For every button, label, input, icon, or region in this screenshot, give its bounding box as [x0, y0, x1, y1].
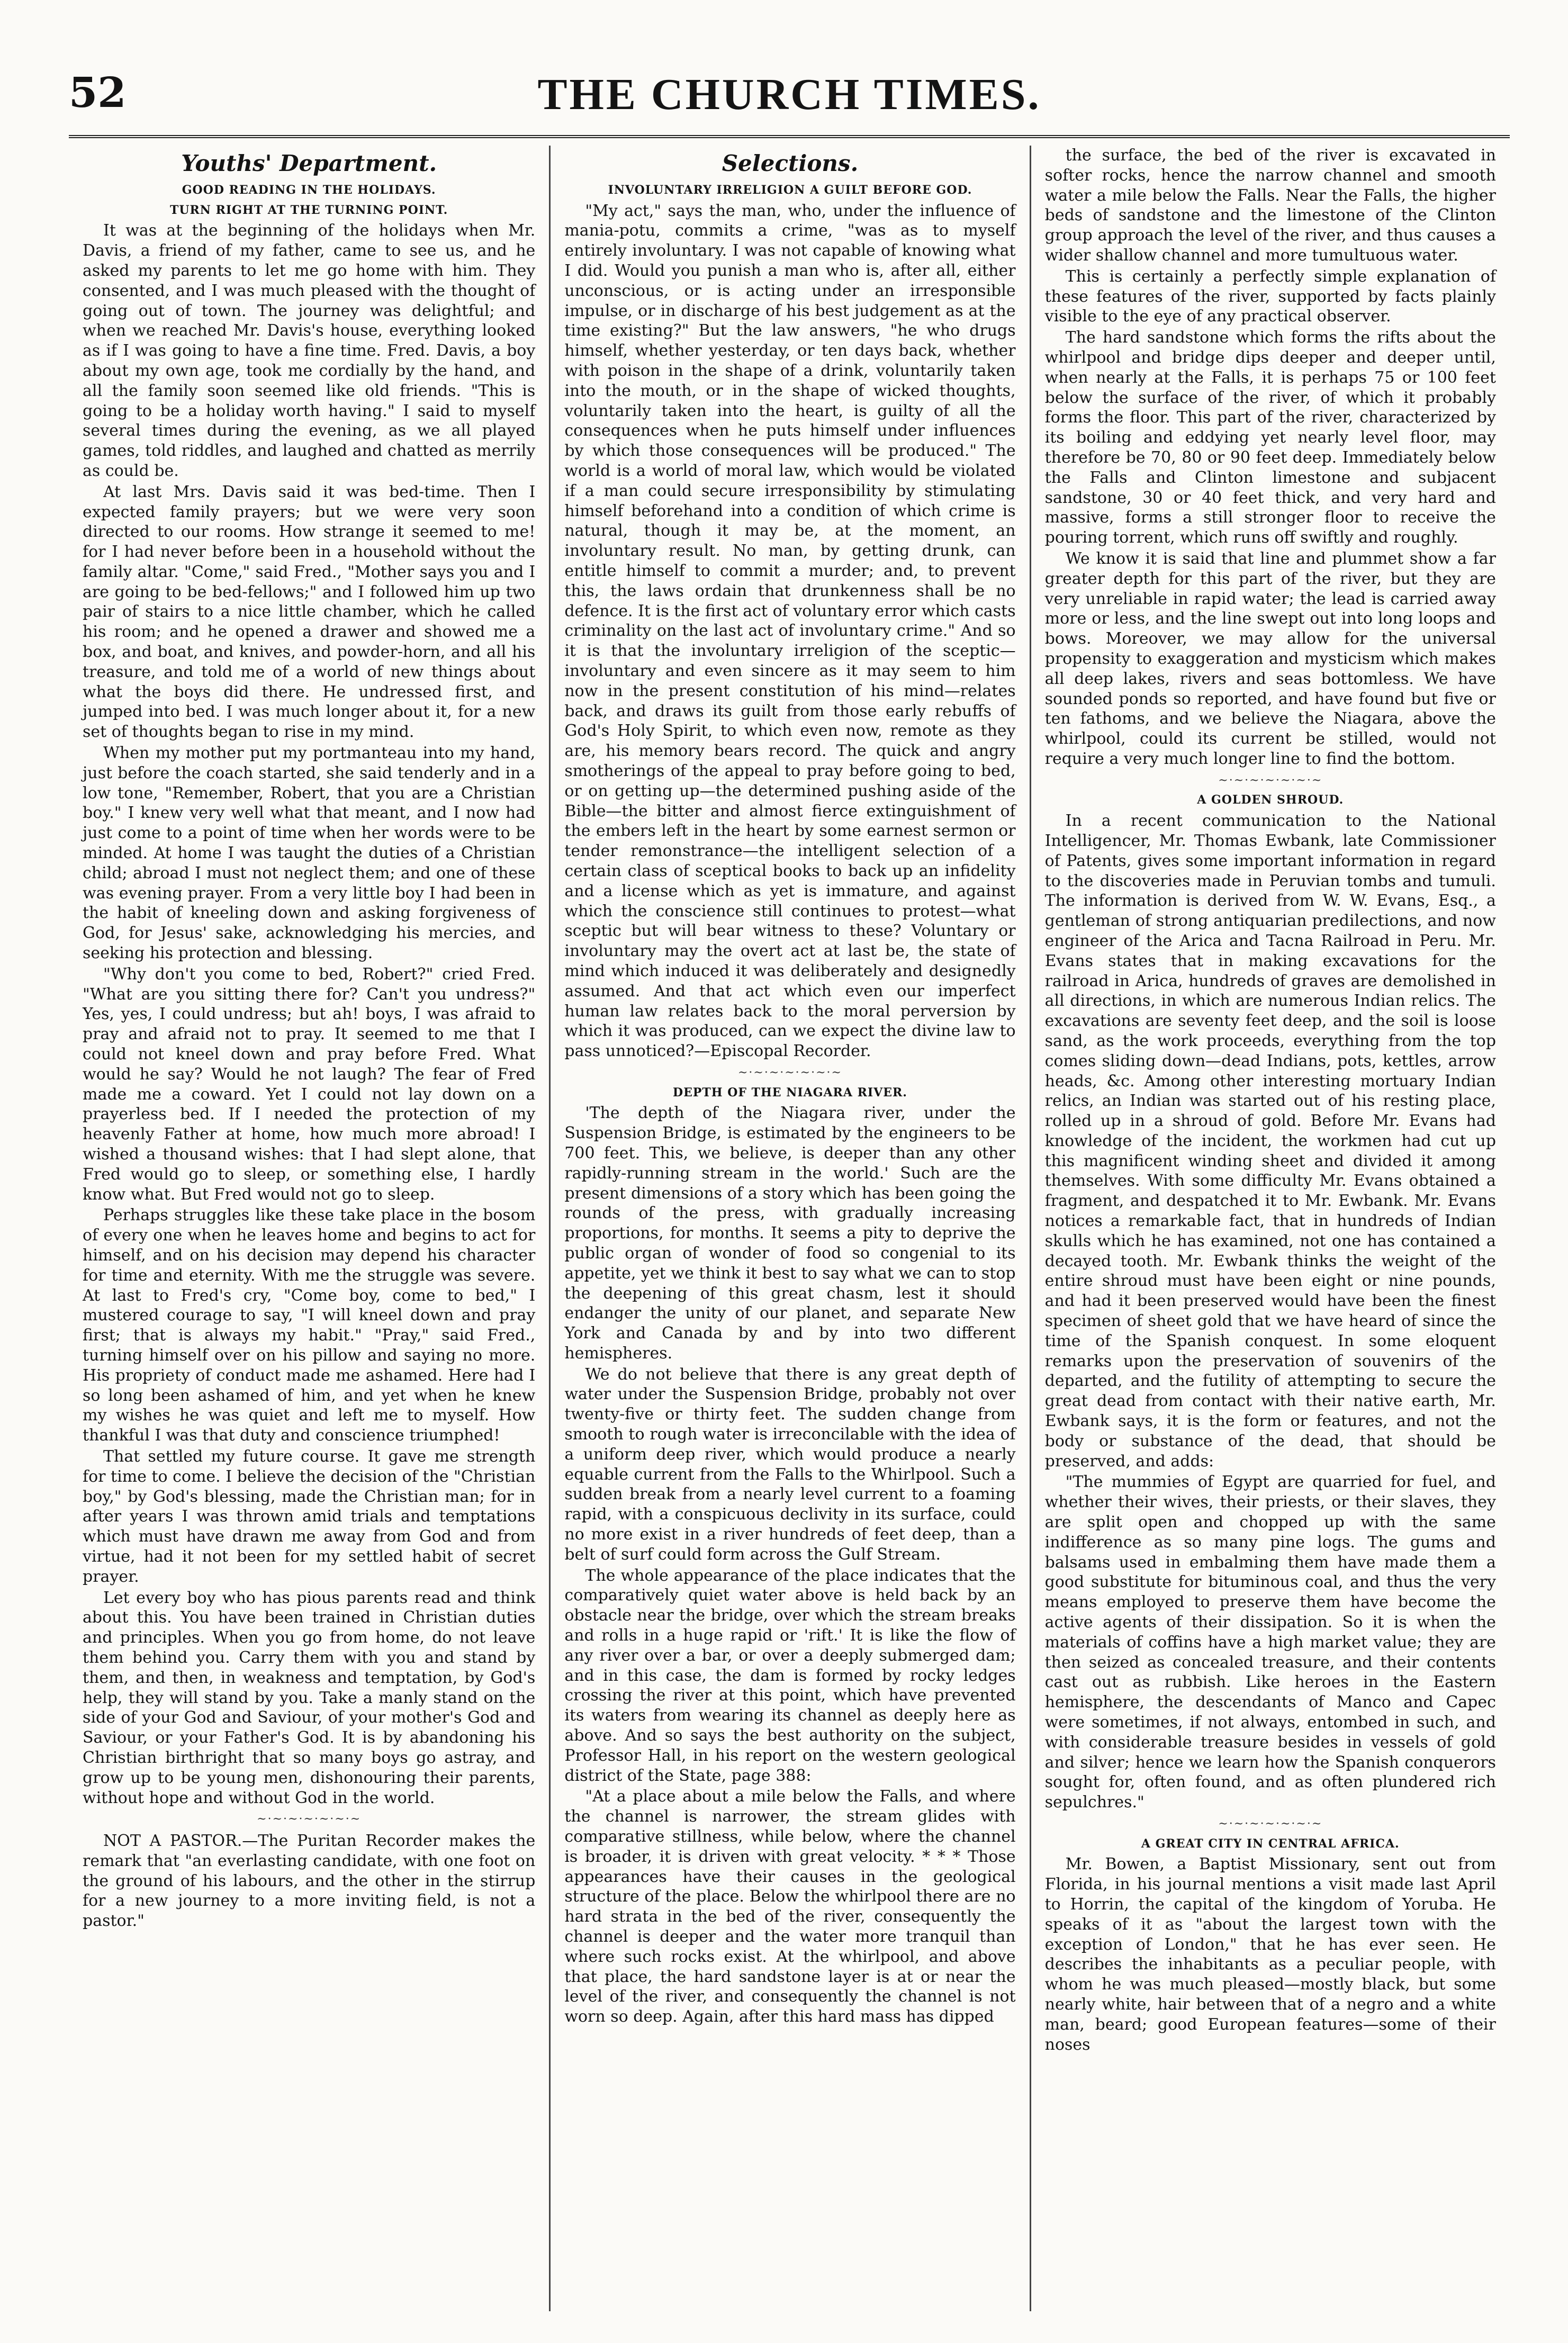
article-paragraph: At last Mrs. Davis said it was bed-time. Then I expected family prayers; but we were very soon directed to our rooms. How strange it seemed to me! for I had never before been in a household without the family altar. "Come," said Fred., "Mother says you and I are going to be bed-fellows;" and I followed him up two pair of stairs to a nice little chamber, which he called his room; and he opened a drawer and showed me a box, and boat, and knives, and powder-horn, and all his treasure, and told me of a world of new things about what the boys did there. He undressed first, and jumped into bed. I was much longer about it, for a new set of thoughts began to rise in my mind. — [83, 482, 536, 742]
article-paragraph: "The mummies of Egypt are quarried for fuel, and whether their wives, their priests, or their slaves, they are split open and chopped up with the same indifference as so many pine logs. The gums and balsams used in embalming them have made them a good substitute for bituminous coal, and thus the very means employed to preserve them have become the active agents of their dissipation. So it is when the materials of coffins have a high market value; they are then seized as concealed treasure, and their contents cast out as rubbish. Like heroes in the Eastern hemisphere, the descendants of Manco and Capec were sometimes, if not always, entombed in such, and with considerable treasure besides in vessels of gold and silver; hence we learn how the Spanish conquerors sought for, often found, and as often plundered rich sepulchres." — [1044, 1473, 1496, 1812]
article-paragraph: That settled my future course. It gave me strength for time to come. I believe the decision of the "Christian boy," by God's blessing, made the Christian man; for in after years I was thrown amid trials and temptations which must have drawn me away from God and from virtue, had it not been for my settled habit of secret prayer. — [83, 1447, 536, 1586]
article-paragraph: Let every boy who has pious parents read and think about this. You have been trained in Christian duties and principles. When you go from home, do not leave them behind you. Carry them with you and stand by them, and then, in weakness and temptation, by God's help, they will stand by you. Take a manly stand on the side of your God and Saviour, of your mother's God and Saviour, or your Father's God. It is by abandoning his Christian birthright that so many boys go astray, and grow up to be young men, dishonouring their parents, without hope and without God in the world. — [83, 1588, 536, 1807]
page-header — [69, 69, 1510, 127]
article-title: DEPTH OF THE NIAGARA RIVER. — [673, 1085, 907, 1100]
article-paragraph: the surface, the bed of the river is excavated in softer rocks, hence the narrow channel and smooth water a mile below the Falls. Near the Falls, the higher beds of sandstone and the limestone of the Clinton group approach the level of the river, and thus causes a wider shallow channel and more tumultuous water. — [1044, 146, 1496, 265]
article-paragraph: It was at the beginning of the holidays when Mr. Davis, a friend of my father, came to see us, and he asked my parents to let me go home with him. They consented, and I was much pleased with the thought of going out of town. The journey was delightful; and when we reached Mr. Davis's house, everything looked as if I was going to have a fine time. Fred. Davis, a boy about my own age, took me cordially by the hand, and all the family soon seemed like old friends. "This is going to be a holiday worth having." I said to myself several times during the evening, as we all played games, told riddles, and laughed and chatted as merrily as could be. — [83, 221, 536, 480]
article-paragraph: 'The depth of the Niagara river, under the Suspension Bridge, is estimated by the engineers to be 700 feet. This, we believe, is deeper than any other rapidly-running stream in the world.' Such are the present dimensions of a story which has been going the rounds of the press, with gradually increasing proportions, for months. It seems a pity to deprive the public organ of wonder of food so congenial to its appetite, yet we think it best to say what we can to stop the deepening of this great chasm, lest it should endanger the unity of our planet, and separate New York and Canada by and by into two different hemispheres. — [564, 1104, 1016, 1363]
section-separator: ~·~·~·~·~·~·~ — [737, 1066, 842, 1079]
column-heading: Selections. — [722, 150, 859, 176]
masthead-title: THE CHURCH TIMES. — [537, 70, 1041, 119]
article-paragraph: In a recent communication to the National Intelligencer, Mr. Thomas Ewbank, late Commissioner of Patents, gives some important information in regard to the discoveries made in Peruvian tombs and tumuli. The information is derived from W. W. Evans, Esq., a gentleman of strong antiquarian predilections, and now engineer of the Arica and Tacna Railroad in Peru. Mr. Evans states that in making excavations for the railroad in Arica, hundreds of graves are demolished in all directions, in which are numerous Indian relics. The excavations are seventy feet deep, and the soil is loose sand, as the work proceeds, everything from the top comes sliding down—dead Indians, pots, kettles, arrow heads, &c. Among other interesting mortuary Indian relics, an Indian was started out of his resting place, rolled up in a shroud of gold. Before Mr. Evans had knowledge of the incident, the workmen had cut up this magnificent winding sheet and divided it among themselves. With some difficulty Mr. Evans obtained a fragment, and despatched it to Mr. Ewbank. Mr. Evans notices a remarkable fact, that in hundreds of Indian skulls which he has examined, not one has contained a decayed tooth. Mr. Ewbank thinks the weight of the entire shroud must have been eight or nine pounds, and had it been preserved would have been the finest specimen of sheet gold that we have heard of since the time of the Spanish conquest. In some eloquent remarks upon the preservation of souvenirs of the departed, and the futility of attempting to secure the great dead from contact with their native earth, Mr. Ewbank says, it is the form or features, and not the body or substance of the dead, that should be preserved, and adds: — [1044, 812, 1496, 1471]
article-paragraph: We do not believe that there is any great depth of water under the Suspension Bridge, probably not over twenty-five or thirty feet. The sudden change from smooth to rough water is irreconcilable with the idea of a uniform deep river, which would produce a nearly equable current from the Falls to the Whirlpool. Such a sudden break from a nearly level current to a foaming rapid, with a conspicuous declivity in its surface, could no more exist in a river hundreds of feet deep, than a belt of surf could form across the Gulf Stream. — [564, 1365, 1016, 1564]
column-1 — [69, 146, 549, 2311]
article-paragraph: Mr. Bowen, a Baptist Missionary, sent out from Florida, in his journal mentions a visit made last April to Horrin, the capital of the kingdom of Yoruba. He speaks of it as "about the largest town with the exception of London," that he has ever seen. He describes the inhabitants as a peculiar people, with whom he was much pleased—mostly black, but some nearly white, hair between that of a negro and a white man, beard; good European features—some of their noses — [1044, 1855, 1496, 2054]
section-separator: ~·~·~·~·~·~·~ — [1218, 773, 1323, 787]
article-title: TURN RIGHT AT THE TURNING POINT. — [169, 203, 448, 217]
article-paragraph: NOT A PASTOR.—The Puritan Recorder makes the remark that "an everlasting candidate, with one foot on the ground of his labours, and the other in the stirrup for a new journey to a more inviting field, is not a pastor." — [83, 1832, 536, 1931]
article-paragraph: The hard sandstone which forms the rifts about the whirlpool and bridge dips deeper and deeper until, when nearly at the Falls, it is perhaps 75 or 100 feet below the surface of the river, of which it probably forms the floor. This part of the river, characterized by its boiling and eddying yet nearly level floor, may therefore be 70, 80 or 90 feet deep. Immediately below the Falls and Clinton limestone and subjacent sandstone, 30 or 40 feet thick, and very hard and massive, forms a still stronger floor to receive the pouring torrent, which runs off swiftly and roughly. — [1044, 328, 1496, 547]
page-number: 52 — [69, 69, 127, 117]
article-title: A GOLDEN SHROUD. — [1197, 793, 1344, 807]
article-paragraph: We know it is said that line and plummet show a far greater depth for this part of the river, but they are very unreliable in rapid water; the lead is carried away more or less, and the line swept out into long loops and bows. Moreover, we may allow for the universal propensity to exaggeration and mysticism which makes all deep lakes, rivers and seas bottomless. We have sounded ponds so reported, and have found but five or ten fathoms, and we believe the Niagara, above the whirlpool, could its current be stilled, would not require a very much longer line to find the bottom. — [1044, 549, 1496, 768]
article-paragraph: When my mother put my portmanteau into my hand, just before the coach started, she said tenderly and in a low tone, "Remember, Robert, that you are a Christian boy." I knew very well what that meant, and I now had just come to a point of time when her words were to be minded. At home I was taught the duties of a Christian child; abroad I must not neglect them; and one of these was evening prayer. From a very little boy I had been in the habit of kneeling down and asking forgiveness of God, for Jesus' sake, acknowledging his mercies, and seeking his protection and blessing. — [83, 744, 536, 963]
section-separator: ~·~·~·~·~·~·~ — [257, 1813, 362, 1826]
article-paragraph: "Why don't you come to bed, Robert?" cried Fred. "What are you sitting there for? Can't you undress?" Yes, yes, I could undress; but ah! boys, I was afraid to pray and afraid not to pray. It seemed to me that I could not kneel down and pray before Fred. What would he say? Would he not laugh? The fear of Fred made me a coward. Yet I could not lay down on a prayerless bed. If I needed the protection of my heavenly Father at home, how much more abroad! I wished a thousand wishes: that I had slept alone, that Fred would go to sleep, or something else, I hardly know what. But Fred would not go to sleep. — [83, 965, 536, 1204]
column-heading: Youths' Department. — [181, 150, 437, 176]
column-2 — [549, 146, 1029, 2311]
article-paragraph: The whole appearance of the place indicates that the comparatively quiet water above is held back by an obstacle near the bridge, over which the stream breaks and rolls in a huge rapid or 'rift.' It is like the flow of any river over a bar, or over a deeply submerged dam; and in this case, the dam is formed by rocky ledges crossing the river at this point, which have prevented its waters from wearing its channel as deeply here as above. And so says the best authority on the subject, Professor Hall, in his report on the western geological district of the State, page 388: — [564, 1566, 1016, 1785]
header-rule — [69, 135, 1510, 138]
article-paragraph: Perhaps struggles like these take place in the bosom of every one when he leaves home and begins to act for himself, and on his decision may depend his character for time and eternity. With me the struggle was severe. At last to Fred's cry, "Come boy, come to bed," I mustered courage to say, "I will kneel down and pray first; that is always my habit." "Pray," said Fred., turning himself over on his pillow and saying no more. His propriety of conduct made me ashamed. Here had I so long been ashamed of him, and yet when he knew my wishes he was quiet and left me to myself. How thankful I was that duty and conscience triumphed! — [83, 1206, 536, 1445]
columns — [69, 146, 1510, 2311]
article-paragraph: This is certainly a perfectly simple explanation of these features of the river, supported by facts plainly visible to the eye of any practical observer. — [1044, 267, 1496, 326]
article-paragraph: "At a place about a mile below the Falls, and where the channel is narrower, the stream glides with comparative stillness, while below, where the channel is broader, it is driven with great velocity. * * * Those appearances have their causes in the geological structure of the place. Below the whirlpool there are no hard strata in the bed of the river, consequently the channel is deeper and the water more tranquil than where such rocks exist. At the whirlpool, and above that place, the hard sandstone layer is at or near the level of the river, and consequently the channel is not worn so deep. Again, after this hard mass has dipped — [564, 1787, 1016, 2026]
article-title: A GREAT CITY IN CENTRAL AFRICA. — [1141, 1836, 1400, 1851]
article-paragraph: "My act," says the man, who, under the influence of mania-potu, commits a crime, "was as to myself entirely involuntary. I was not capable of knowing what I did. Would you punish a man who is, after all, either unconscious, or is acting under an irresponsible impulse, or in discharge of his best judgement as at the time existing?" But the law answers, "he who drugs himself, whether yesterday, or ten days back, whether with poison in the shape of a drink, voluntarily taken into the mouth, or in the shape of wicked thoughts, voluntarily taken into the heart, is guilty of all the consequences when he puts himself under influences by which those consequences will be produced." The world is a world of moral law, which would be violated if a man could secure irresponsibility by stimulating himself beforehand into a condition of which crime is natural, though it may be, at the moment, an involuntary result. No man, by getting drunk, can entitle himself to commit a murder; and, to prevent this, the laws ordain that drunkenness shall be no defence. It is the first act of voluntary error which casts criminality on the last act of involuntary crime." And so it is that the involuntary irreligion of the sceptic—involuntary and even sincere as it may seem to him now in the present constitution of his mind—relates back, and draws its guilt from those early rebuffs of God's Holy Spirit, to which even now, remote as they are, his memory bears record. The quick and angry smotherings of the appeal to pray before going to bed, or on getting up—the determined pushing aside of the Bible—the bitter and almost fierce extinguishment of the embers left in the heart by some earnest sermon or tender remonstrance—the intelligent selection of a certain class of sceptical books to back up an infidelity and a license which as yet is immature, and against which the conscience still continues to protest—what sceptic but will bear witness to these? Voluntary or involuntary may the overt act at last be, the state of mind which induced it was deliberately and designedly assumed. And that act which even our imperfect human law relates back to the moral perversion by which it was produced, can we expect the divine law to pass unnoticed?—Episcopal Recorder. — [564, 201, 1016, 1061]
article-subhead: GOOD READING IN THE HOLIDAYS. — [182, 183, 436, 197]
section-separator: ~·~·~·~·~·~·~ — [1218, 1817, 1323, 1831]
article-title: INVOLUNTARY IRRELIGION A GUILT BEFORE GOD. — [608, 183, 972, 197]
column-3 — [1030, 146, 1510, 2311]
